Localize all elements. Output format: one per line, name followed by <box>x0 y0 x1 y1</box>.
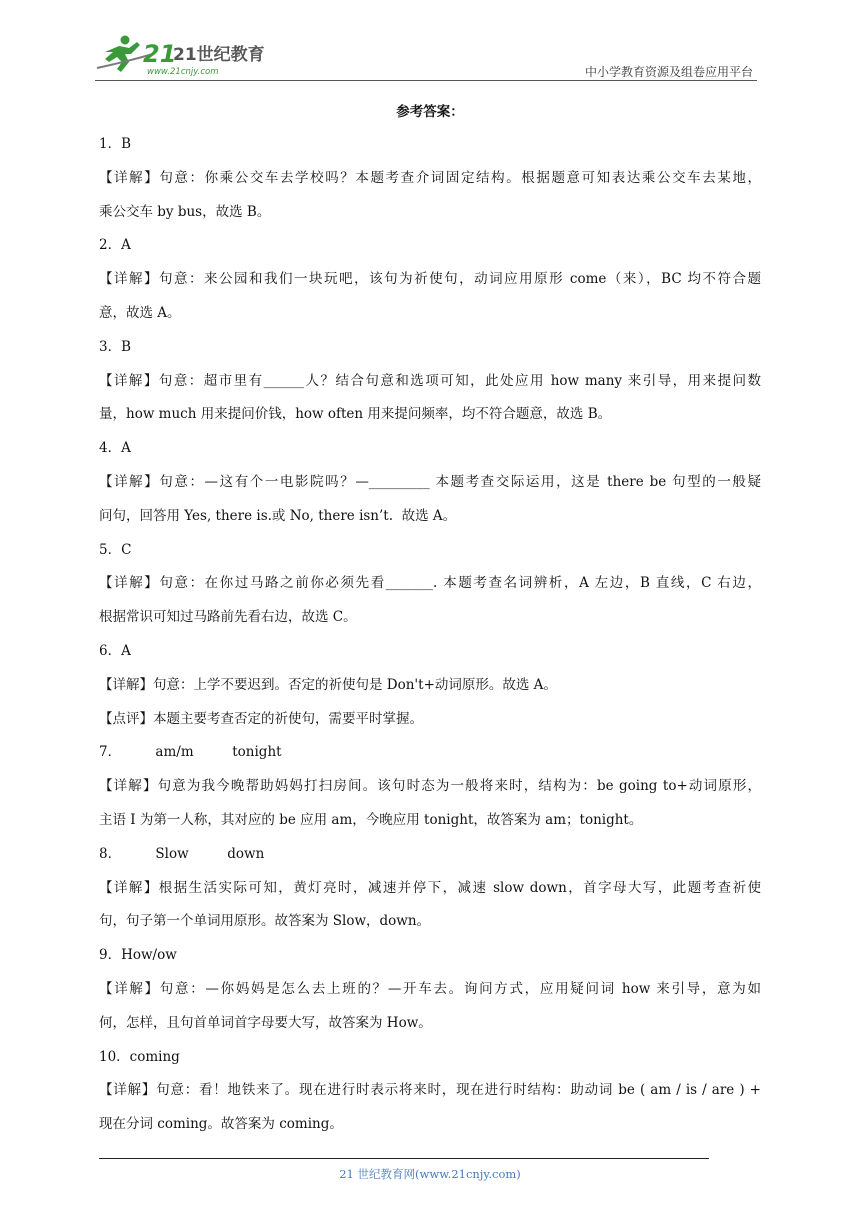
logo-text: 21世纪教育 <box>173 45 265 65</box>
answer-line: 【详解】句意：来公园和我们一块玩吧，该句为祈使句，动词应用原形 come（来），BC 均不符合题 <box>99 271 761 288</box>
answer-line: 何，怎样，且句首单词首字母要大写，故答案为 How。 <box>99 1014 432 1031</box>
platform-name: 中小学教育资源及组卷应用平台 <box>584 65 753 79</box>
page-header <box>95 30 757 82</box>
answer-line: 乘公交车 by bus，故选 B。 <box>99 203 271 220</box>
answer-line: 10．coming <box>99 1048 180 1065</box>
answer-line: 现在分词 coming。故答案为 coming。 <box>99 1116 343 1133</box>
page-title: 参考答案： <box>396 104 464 120</box>
answer-line: 量，how much 用来提问价钱，how often 用来提问频率，均不符合题意，故选 B。 <box>99 406 612 423</box>
answer-line: 5．C <box>99 541 132 558</box>
runner-logo-icon <box>95 32 265 77</box>
answer-line: 【详解】句意：在你过马路之前你必须先看_______. 本题考查名词辨析，A 左边，B 直线，C 右边， <box>99 575 761 592</box>
answer-line: 1．B <box>99 136 132 152</box>
answer-line: 6．A <box>99 642 131 659</box>
answer-line: 3．B <box>99 338 132 355</box>
site-logo <box>95 34 265 77</box>
answer-line: 4．A <box>99 440 131 457</box>
answer-line: 问句，回答用 Yes, there is.或 No, there isn’t. 故选 A。 <box>99 507 457 524</box>
answer-line: 意，故选 A。 <box>99 304 181 321</box>
answer-line: 2．A <box>99 237 131 254</box>
answer-line: 【点评】本题主要考查否定的祈使句，需要平时掌握。 <box>99 710 423 727</box>
answer-line: 7． am/m tonight <box>99 744 282 761</box>
answer-line: 【详解】句意：你乘公交车去学校吗？本题考查介词固定结构。根据题意可知表达乘公交车去某地， <box>99 169 761 186</box>
answer-line: 【详解】句意：—这有个一电影院吗？—_________ 本题考查交际运用，这是 there be 句型的一般疑 <box>99 473 761 490</box>
answer-content <box>99 128 761 1142</box>
answer-line: 【详解】句意：—你妈妈是怎么去上班的？—开车去。询问方式，应用疑问词 how 来引导，意为如 <box>99 980 761 997</box>
answer-line: 【详解】句意：上学不要迟到。否定的祈使句是 Don't+动词原形。故选 A。 <box>99 676 557 693</box>
svg-text:21: 21 <box>143 40 177 68</box>
footer-divider <box>99 1158 709 1159</box>
answer-line: 8． Slow down <box>99 845 265 862</box>
answer-line: 主语 I 为第一人称，其对应的 be 应用 am，今晚应用 tonight，故答案为 am；tonight。 <box>99 811 643 828</box>
answer-line: 根据常识可知过马路前先看右边，故选 C。 <box>99 609 357 626</box>
answer-line: 【详解】根据生活实际可知，黄灯亮时，减速并停下，减速 slow down，首字母大写，此题考查祈使 <box>99 879 761 896</box>
footer-link[interactable]: 21 世纪教育网(www.21cnjy.com) <box>339 1167 521 1181</box>
header-divider <box>95 80 757 81</box>
answer-line: 【详解】句意：看！地铁来了。现在进行时表示将来时，现在进行时结构：助动词 be ( am / is / are ) + <box>99 1082 761 1099</box>
logo-url: www.21cnjy.com <box>147 67 219 77</box>
answer-line: 9．How/ow <box>99 947 177 964</box>
answer-line: 句，句子第一个单词用原形。故答案为 Slow，down。 <box>99 913 431 930</box>
answer-line: 【详解】句意：超市里有______人？结合句意和选项可知，此处应用 how many 来引导，用来提问数 <box>99 372 761 389</box>
answer-line: 【详解】句意为我今晚帮助妈妈打扫房间。该句时态为一般将来时，结构为：be going to+动词原形， <box>99 778 761 795</box>
